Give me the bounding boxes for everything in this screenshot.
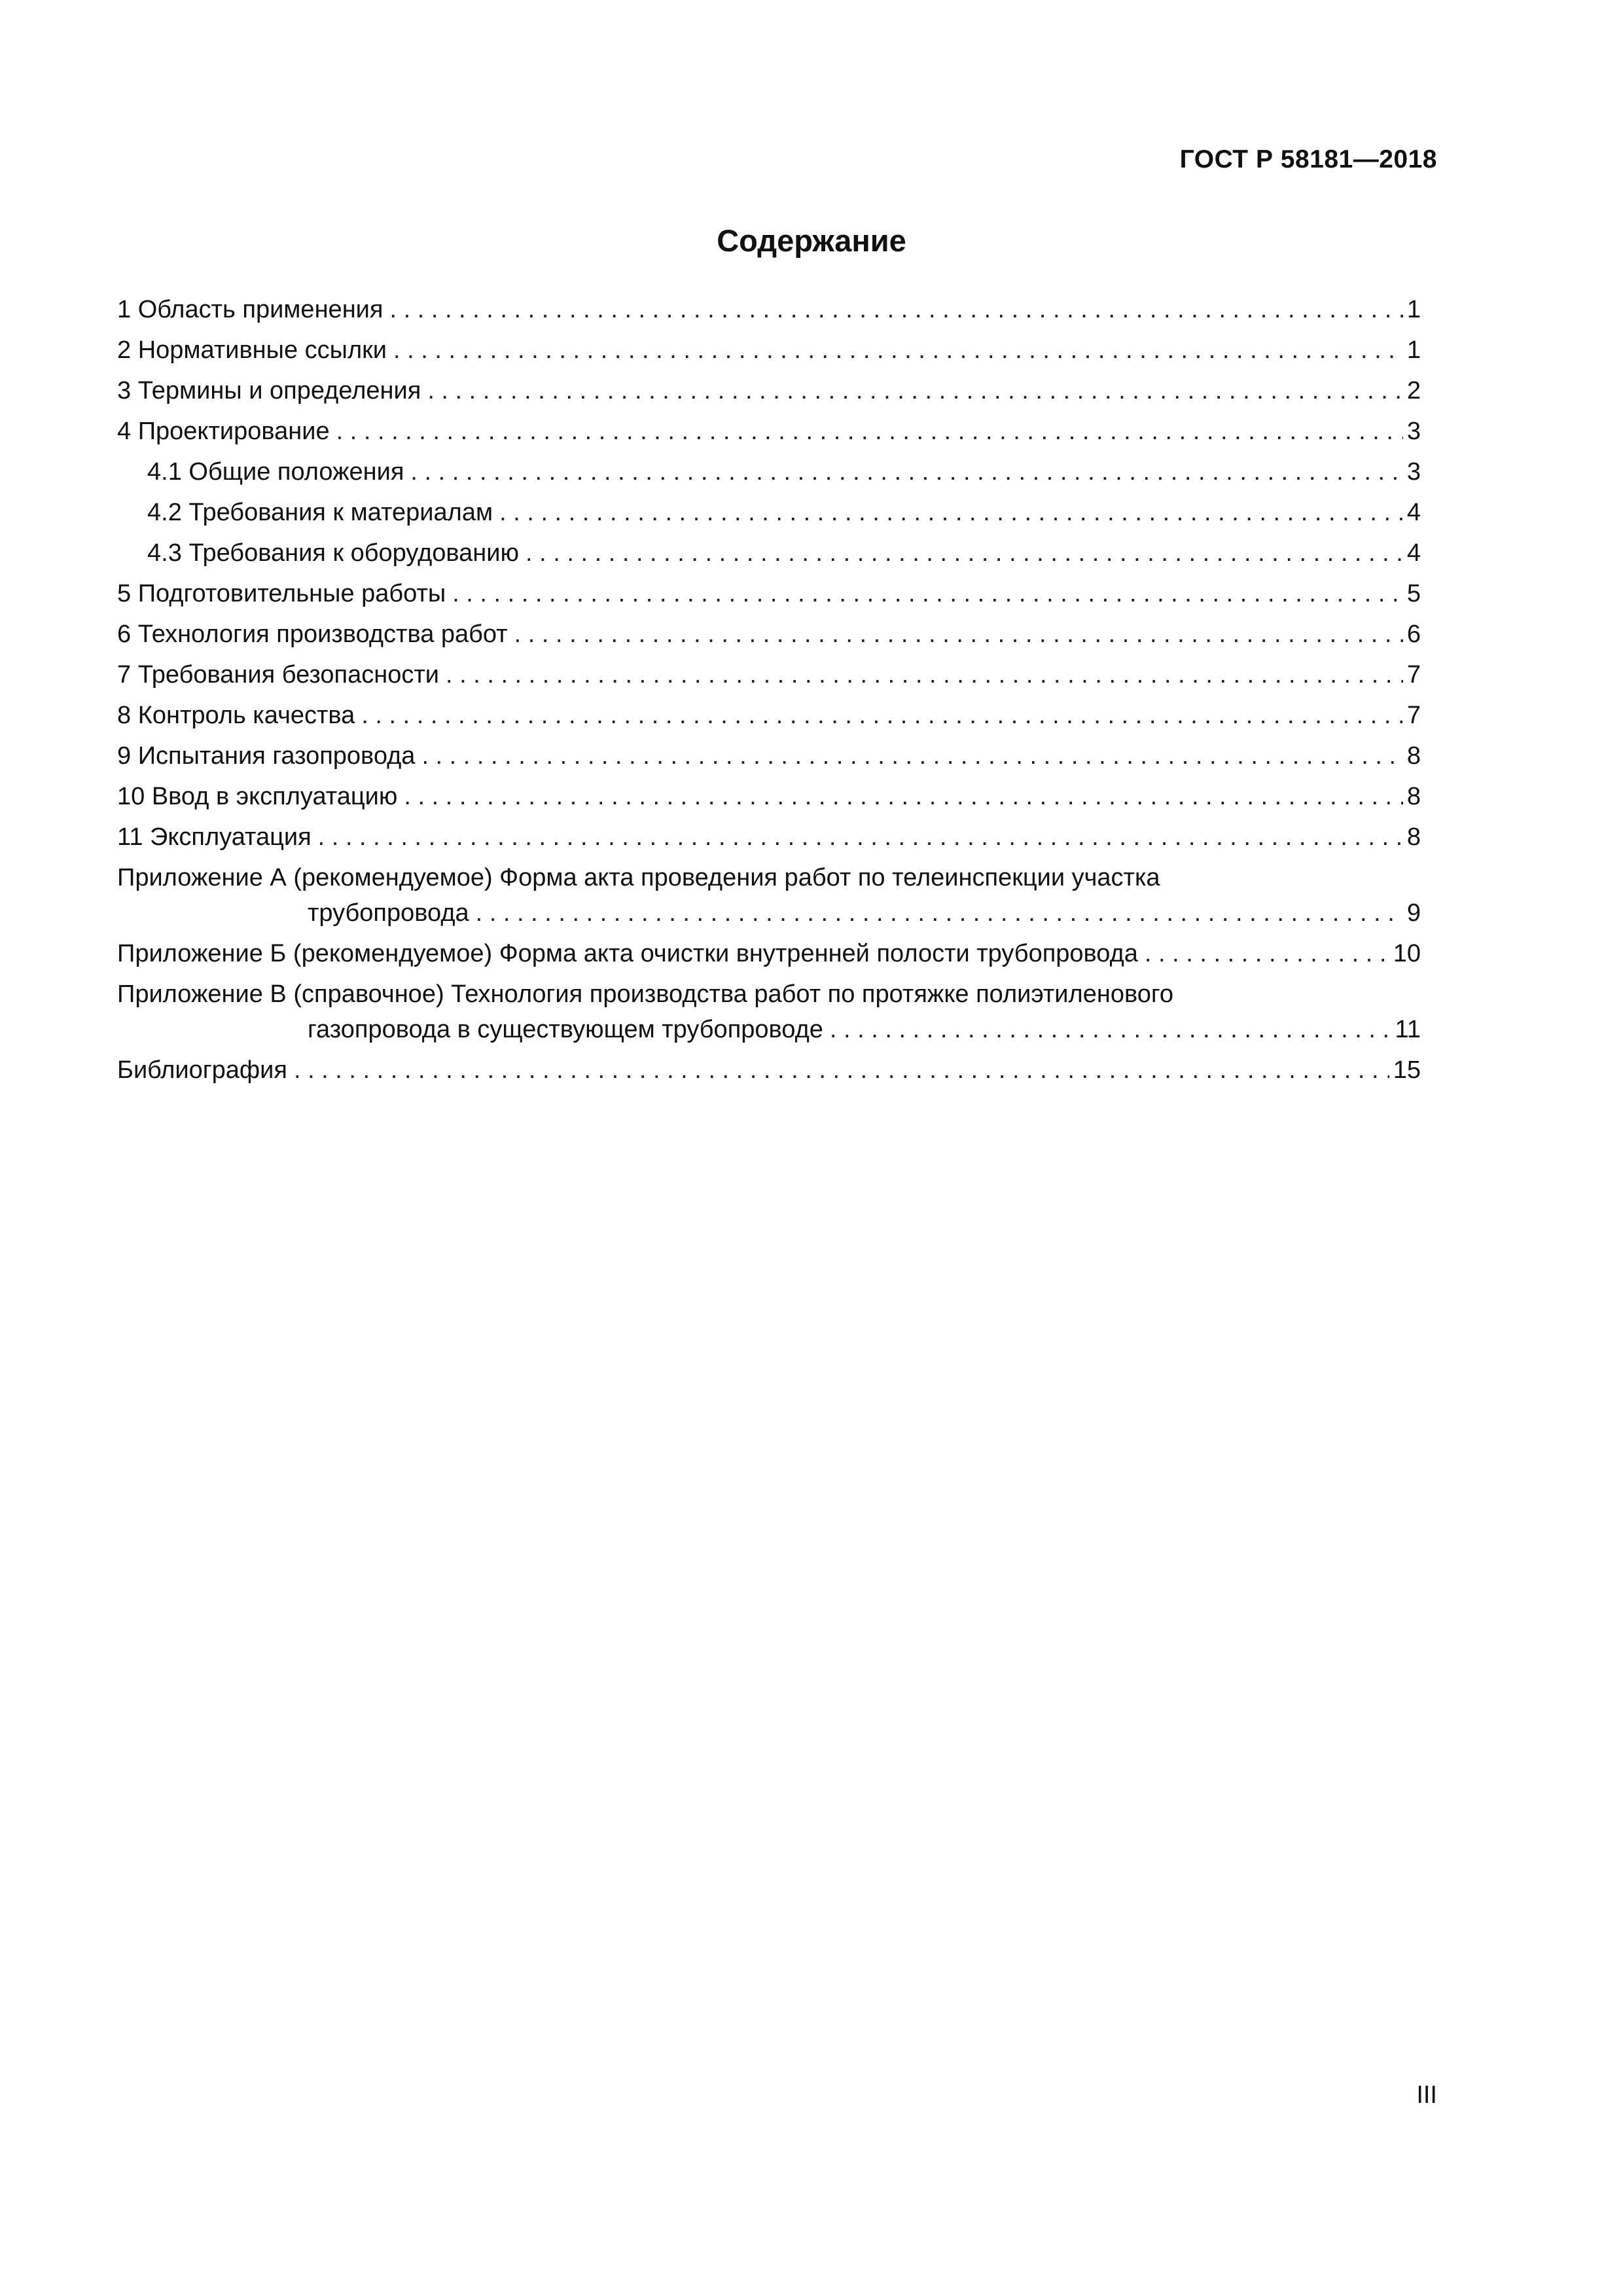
toc-entry-testing[interactable] <box>117 741 1421 771</box>
dot-leader <box>389 295 1402 325</box>
toc-entry-continuation <box>117 898 1421 928</box>
toc-entry-label: Приложение А (рекомендуемое) Форма акта проведения работ по телеинспекции участка <box>117 864 1160 891</box>
toc-entry-page: 4 <box>1406 539 1421 567</box>
toc-entry-page: 8 <box>1406 742 1421 770</box>
dot-leader <box>499 497 1403 528</box>
toc-entry-quality[interactable] <box>117 700 1421 730</box>
toc-entry-page: 1 <box>1406 336 1421 364</box>
toc-entry-label: 6 Технология производства работ <box>117 620 508 648</box>
toc-entry-label: 4.2 Требования к материалам <box>147 499 493 526</box>
toc-entry-scope[interactable] <box>117 295 1421 325</box>
dot-leader <box>514 619 1403 649</box>
toc-entry-normative-refs[interactable] <box>117 335 1421 365</box>
toc-entry-label: Приложение Б (рекомендуемое) Форма акта очистки внутренней полости трубопровода <box>117 940 1138 967</box>
toc-entry-label: 5 Подготовительные работы <box>117 580 446 607</box>
toc-entry-technology[interactable] <box>117 619 1421 649</box>
toc-entry-design[interactable] <box>117 416 1421 446</box>
document-code: ГОСТ Р 58181—2018 <box>1179 145 1437 173</box>
toc-entry-label: 7 Требования безопасности <box>117 661 439 689</box>
toc-entry-label: 3 Термины и определения <box>117 377 421 404</box>
dot-leader <box>393 335 1403 365</box>
toc-entry-label: 2 Нормативные ссылки <box>117 336 387 364</box>
toc-entry-label: 9 Испытания газопровода <box>117 742 416 770</box>
dot-leader <box>294 1055 1389 1085</box>
toc-entry-page: 9 <box>1406 899 1421 927</box>
toc-entry-page: 6 <box>1406 620 1421 648</box>
dot-leader <box>526 538 1403 568</box>
toc-entry-label: трубопровода <box>308 899 469 927</box>
toc-entry-page: 15 <box>1393 1056 1421 1084</box>
dot-leader <box>1145 939 1389 969</box>
dot-leader <box>446 660 1403 690</box>
toc-entry-preparatory[interactable] <box>117 579 1421 609</box>
toc-entry-label: Приложение В (справочное) Технология производства работ по протяжке полиэтиленового <box>117 980 1174 1008</box>
toc-title: Содержание <box>717 223 906 258</box>
toc-entry-page: 7 <box>1406 702 1421 729</box>
toc-entry-page: 1 <box>1406 296 1421 323</box>
toc-entry-page: 7 <box>1406 661 1421 689</box>
toc-entry-label: 8 Контроль качества <box>117 702 355 729</box>
toc-entry-commissioning[interactable] <box>117 781 1421 812</box>
toc-entry-page: 5 <box>1406 580 1421 607</box>
toc-entry-bibliography[interactable] <box>117 1055 1421 1085</box>
toc-entry-label: 4.1 Общие положения <box>147 458 404 486</box>
toc-entry-materials[interactable] <box>117 497 1421 528</box>
toc-entry-page: 10 <box>1393 940 1421 967</box>
toc-entry-page: 4 <box>1406 499 1421 526</box>
toc-entry-page: 2 <box>1406 377 1421 404</box>
toc-entry-appendix-a[interactable] <box>117 863 1421 928</box>
toc-entry-label: 4.3 Требования к оборудованию <box>147 539 520 567</box>
dot-leader <box>410 457 1402 487</box>
dot-leader <box>421 741 1402 771</box>
toc-entry-page: 8 <box>1406 783 1421 810</box>
toc-entry-label: 11 Эксплуатация <box>117 823 312 851</box>
dot-leader <box>361 700 1403 730</box>
toc-entry-continuation <box>117 1014 1421 1045</box>
dot-leader <box>452 579 1403 609</box>
dot-leader <box>336 416 1403 446</box>
toc-entry-page: 11 <box>1395 1016 1421 1043</box>
dot-leader <box>404 781 1402 812</box>
toc-entry-operation[interactable] <box>117 822 1421 852</box>
page-number: III <box>1416 2081 1437 2109</box>
toc-entry-label: 10 Ввод в эксплуатацию <box>117 783 398 810</box>
toc-entry-label: Библиография <box>117 1056 287 1084</box>
toc-entry-appendix-v[interactable] <box>117 979 1421 1045</box>
table-of-contents <box>117 295 1421 1096</box>
toc-entry-equipment[interactable] <box>117 538 1421 568</box>
toc-entry-label: 1 Область применения <box>117 296 383 323</box>
dot-leader <box>830 1014 1391 1045</box>
toc-entry-terms[interactable] <box>117 376 1421 406</box>
toc-entry-label: 4 Проектирование <box>117 418 330 445</box>
dot-leader <box>318 822 1403 852</box>
toc-entry-page: 3 <box>1406 418 1421 445</box>
toc-entry-safety[interactable] <box>117 660 1421 690</box>
toc-entry-label: газопровода в существующем трубопроводе <box>308 1016 823 1043</box>
toc-entry-general[interactable] <box>117 457 1421 487</box>
dot-leader <box>427 376 1403 406</box>
dot-leader <box>476 898 1403 928</box>
toc-entry-appendix-b[interactable] <box>117 939 1421 969</box>
toc-entry-page: 3 <box>1406 458 1421 486</box>
toc-entry-page: 8 <box>1406 823 1421 851</box>
